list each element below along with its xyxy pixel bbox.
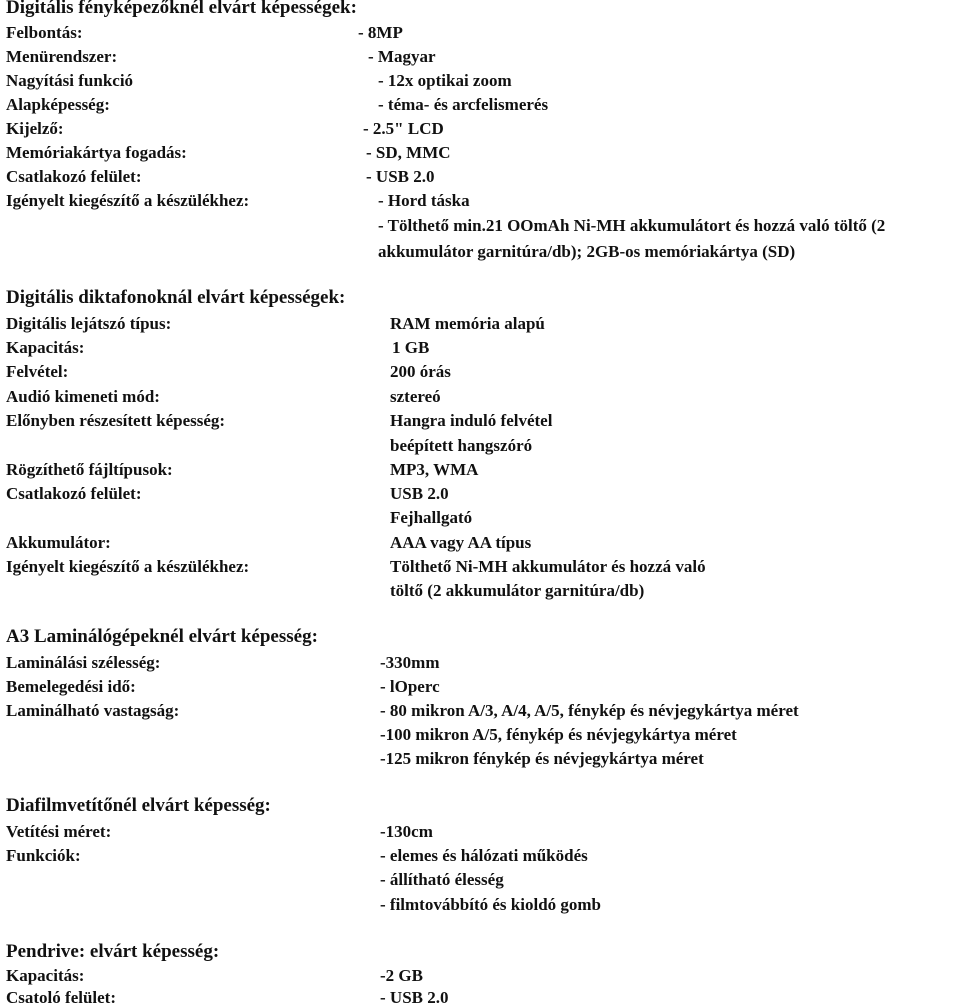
recorder-value-file-types: MP3, WMA [390,460,479,479]
laminator-value-width: -330mm [380,653,440,672]
camera-accessory-extra-2: akkumulátor garnitúra/db); 2GB-os memóriakártya (SD) [378,242,796,261]
projector-heading: Diafilmvetítőnél elvárt képesség: [6,795,271,816]
camera-label-connector: Csatlakozó felület: [6,167,142,186]
camera-value-menu: - Magyar [368,47,436,66]
recorder-label-recording: Felvétel: [6,362,69,381]
pendrive-label-connector: Csatoló felület: [6,988,117,1007]
recorder-value-recording: 200 órás [390,362,451,381]
projector-label-size: Vetítési méret: [6,822,112,841]
laminator-label-warmup: Bemelegedési idő: [6,677,136,696]
laminator-value-thickness-80: - 80 mikron A/3, A/4, A/5, fénykép és névjegykártya méret [380,701,799,720]
recorder-value-capacity: 1 GB [392,338,430,357]
recorder-value-battery: AAA vagy AA típus [390,533,532,552]
laminator-value-warmup: - lOperc [380,677,440,696]
projector-value-film-advance: - filmtovábbító és kioldó gomb [380,895,602,914]
projector-label-functions: Funkciók: [6,846,81,865]
laminator-label-thickness: Laminálható vastagság: [6,701,180,720]
camera-value-accessory: - Hord táska [378,191,470,210]
recorder-value-connector: USB 2.0 [390,484,449,503]
recorder-value-accessory-cont: töltő (2 akkumulátor garnitúra/db) [390,581,645,600]
camera-label-display: Kijelző: [6,119,64,138]
camera-label-resolution: Felbontás: [6,23,83,42]
camera-value-connector: - USB 2.0 [366,167,435,186]
camera-value-basic: - téma- és arcfelismerés [378,95,549,114]
pendrive-label-capacity: Kapacitás: [6,966,85,985]
recorder-label-preferred: Előnyben részesített képesség: [6,411,226,430]
camera-label-basic: Alapképesség: [6,95,110,114]
recorder-value-speaker: beépített hangszóró [390,436,533,455]
recorder-value-accessory: Tölthető Ni-MH akkumulátor és hozzá való [390,557,706,576]
recorder-value-audio-out: sztereó [390,387,441,406]
projector-value-focus: - állítható élesség [380,870,504,889]
camera-label-menu: Menürendszer: [6,47,118,66]
camera-label-memory-card: Memóriakártya fogadás: [6,143,187,162]
recorder-label-connector: Csatlakozó felület: [6,484,142,503]
pendrive-value-capacity: -2 GB [380,966,423,985]
camera-label-accessory: Igényelt kiegészítő a készülékhez: [6,191,250,210]
recorder-label-capacity: Kapacitás: [6,338,85,357]
recorder-label-battery: Akkumulátor: [6,533,111,552]
camera-label-zoom: Nagyítási funkció [6,71,134,90]
camera-value-memory-card: - SD, MMC [366,143,451,162]
recorder-label-player-type: Digitális lejátszó típus: [6,314,172,333]
laminator-heading: A3 Laminálógépeknél elvárt képesség: [6,626,318,647]
recorder-label-accessory: Igényelt kiegészítő a készülékhez: [6,557,250,576]
recorder-heading: Digitális diktafonoknál elvárt képességek: [6,287,346,308]
recorder-label-file-types: Rögzíthető fájltípusok: [6,460,173,479]
camera-value-display: - 2.5" LCD [363,119,444,138]
pendrive-value-connector: - USB 2.0 [380,988,449,1007]
laminator-label-width: Laminálási szélesség: [6,653,161,672]
camera-heading: Digitális fényképezőknél elvárt képességek: [6,0,357,18]
pendrive-heading: Pendrive: elvárt képesség: [6,941,220,962]
laminator-value-thickness-100: -100 mikron A/5, fénykép és névjegykártya méret [380,725,737,744]
recorder-value-headphone: Fejhallgató [390,508,473,527]
recorder-value-preferred: Hangra induló felvétel [390,411,553,430]
laminator-value-thickness-125: -125 mikron fénykép és névjegykártya méret [380,749,704,768]
projector-value-size: -130cm [380,822,433,841]
camera-accessory-extra-1: - Tölthető min.21 OOmAh Ni-MH akkumulátort és hozzá való töltő (2 [378,216,886,235]
camera-value-resolution: - 8MP [358,23,403,42]
recorder-value-player-type: RAM memória alapú [390,314,545,333]
projector-value-power: - elemes és hálózati működés [380,846,588,865]
camera-value-zoom: - 12x optikai zoom [378,71,512,90]
recorder-label-audio-out: Audió kimeneti mód: [6,387,160,406]
